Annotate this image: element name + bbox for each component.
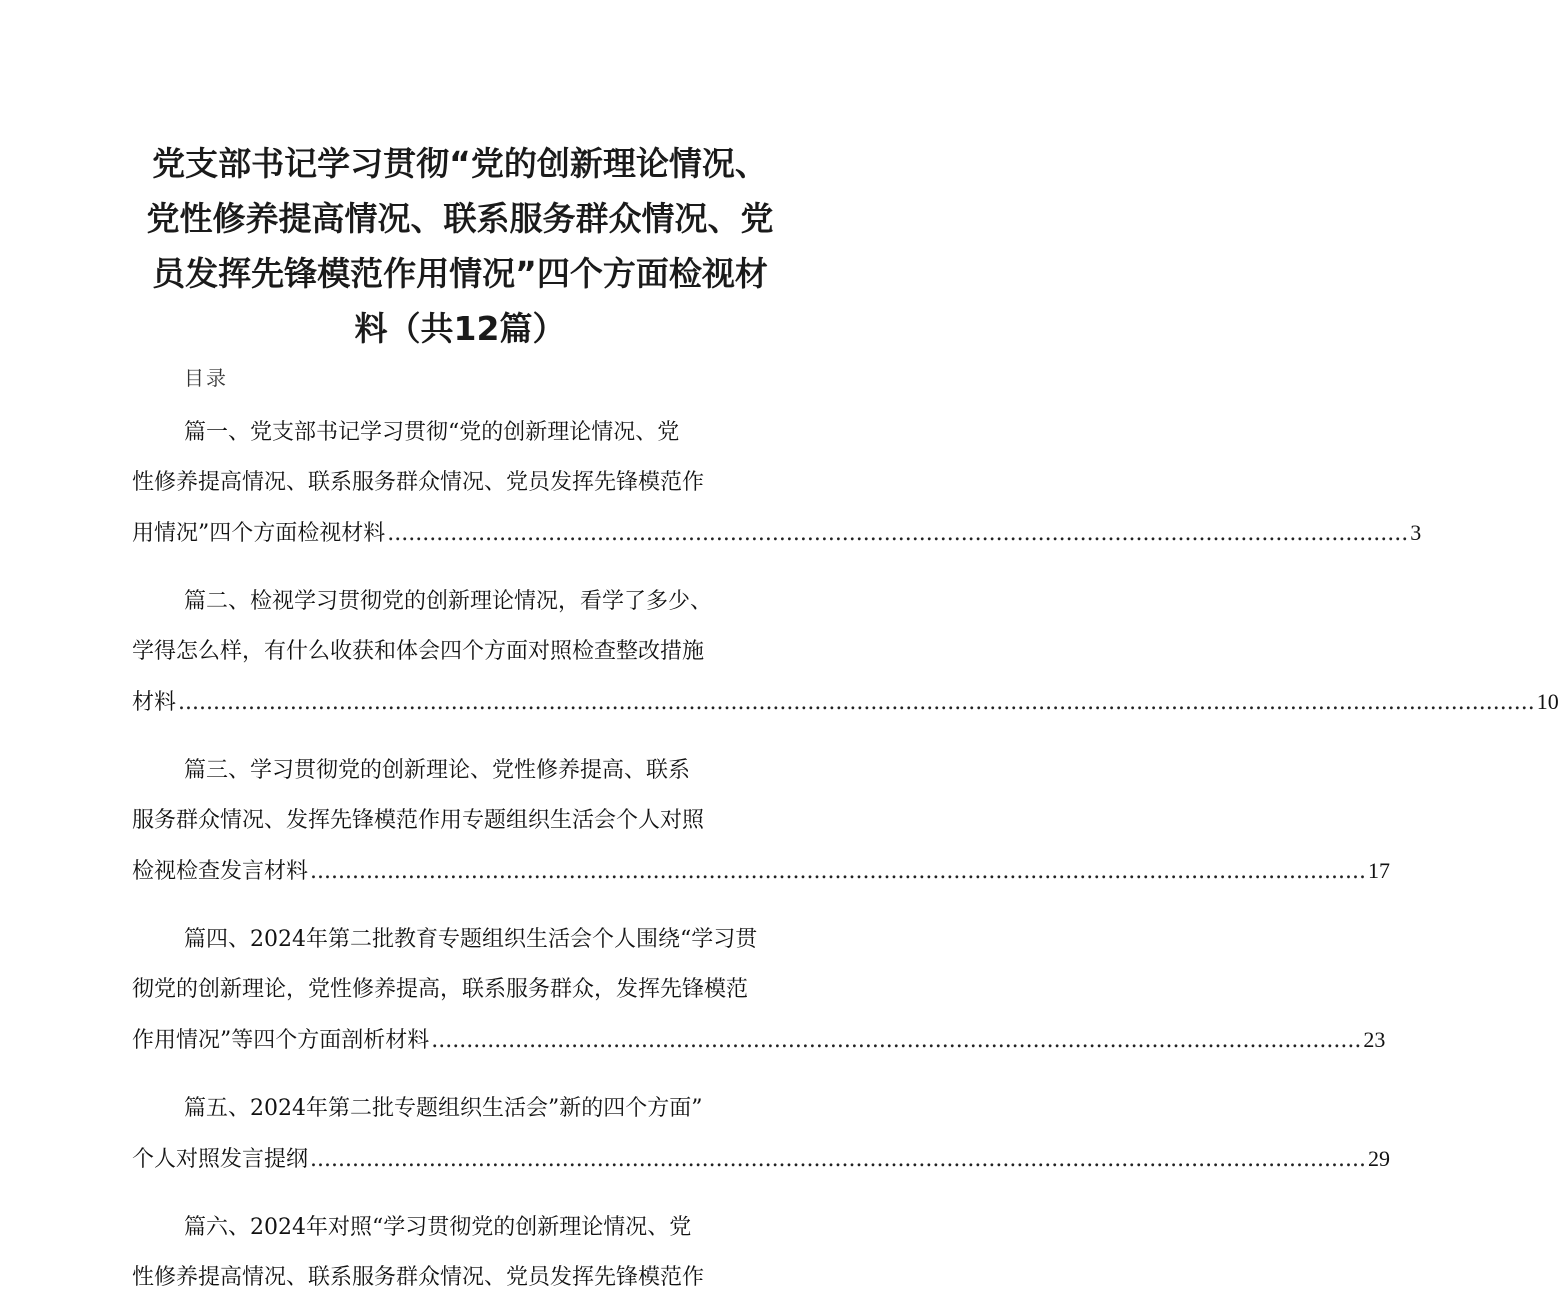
toc-entry-last-line xyxy=(132,677,1559,727)
toc-entry-line: 检视检查发言材料 xyxy=(132,859,309,884)
toc-entry-line: 学得怎么样，有什么收获和体会四个方面对照检查整改措施 xyxy=(132,639,705,664)
toc-page-number: 23 xyxy=(1363,1027,1386,1052)
spacer xyxy=(132,896,812,915)
toc-entry-line: 篇四、2024年第二批教育专题组织生活会个人围绕“学习贯 xyxy=(184,927,758,952)
toc-page-number: 10 xyxy=(1536,689,1559,714)
toc-entry[interactable] xyxy=(132,746,1390,896)
dot-leader: .................................................................................................................................................................................................. xyxy=(178,690,1535,715)
toc-entry-line: 篇二、检视学习贯彻党的创新理论情况，看学了多少、 xyxy=(184,589,713,614)
toc-page-number: 29 xyxy=(1367,1146,1390,1171)
toc-entry-line: 彻党的创新理论，党性修养提高，联系服务群众，发挥先锋模范 xyxy=(132,977,749,1002)
toc-entry-last-line xyxy=(132,846,1390,896)
toc-page-number: 17 xyxy=(1367,858,1390,883)
toc-entry[interactable] xyxy=(132,1203,812,1303)
dot-leader: ....................................................................................................................................................... xyxy=(310,1147,1366,1172)
toc-entry-line: 篇一、党支部书记学习贯彻“党的创新理论情况、党 xyxy=(184,420,680,445)
table-of-contents xyxy=(132,408,1559,1303)
toc-entry[interactable] xyxy=(132,408,1422,558)
toc-entry-line: 篇三、学习贯彻党的创新理论、党性修养提高、联系 xyxy=(184,758,691,783)
toc-entry-last-line xyxy=(132,508,1422,558)
toc-entry[interactable] xyxy=(132,1084,1390,1184)
spacer xyxy=(132,1184,812,1203)
toc-entry-line: 篇五、2024年第二批专题组织生活会”新的四个方面” xyxy=(184,1096,703,1121)
toc-page-number: 3 xyxy=(1410,520,1422,545)
toc-entry-line: 材料 xyxy=(132,690,177,715)
title-line: 料（共12篇） xyxy=(354,309,566,348)
toc-entry-line: 用情况”四个方面检视材料 xyxy=(132,521,386,546)
toc-entry[interactable] xyxy=(132,915,1386,1065)
toc-entry-line: 性修养提高情况、联系服务群众情况、党员发挥先锋模范作 xyxy=(132,470,705,495)
toc-heading: 目录 xyxy=(184,366,228,390)
toc-entry-line: 性修养提高情况、联系服务群众情况、党员发挥先锋模范作 xyxy=(132,1265,705,1290)
toc-entry-line: 篇六、2024年对照“学习贯彻党的创新理论情况、党 xyxy=(184,1215,692,1240)
toc-entry[interactable] xyxy=(132,577,1559,727)
spacer xyxy=(132,1065,812,1084)
spacer xyxy=(132,727,812,746)
dot-leader: ..................................................................................................................................... xyxy=(431,1028,1362,1053)
spacer xyxy=(132,558,812,577)
dot-leader: .................................................................................................................................................. xyxy=(387,521,1409,546)
document-title xyxy=(100,136,820,356)
toc-entry-line: 个人对照发言提纲 xyxy=(132,1147,309,1172)
toc-entry-line: 服务群众情况、发挥先锋模范作用专题组织生活会个人对照 xyxy=(132,808,705,833)
dot-leader: ....................................................................................................................................................... xyxy=(310,859,1366,884)
title-line: 党性修养提高情况、联系服务群众情况、党 xyxy=(146,199,774,238)
toc-entry-last-line xyxy=(132,1134,1390,1184)
toc-entry-last-line xyxy=(132,1015,1386,1065)
title-line: 党支部书记学习贯彻“党的创新理论情况、 xyxy=(152,144,768,183)
title-line: 员发挥先锋模范作用情况”四个方面检视材 xyxy=(152,254,768,293)
toc-entry-line: 作用情况”等四个方面剖析材料 xyxy=(132,1028,430,1053)
